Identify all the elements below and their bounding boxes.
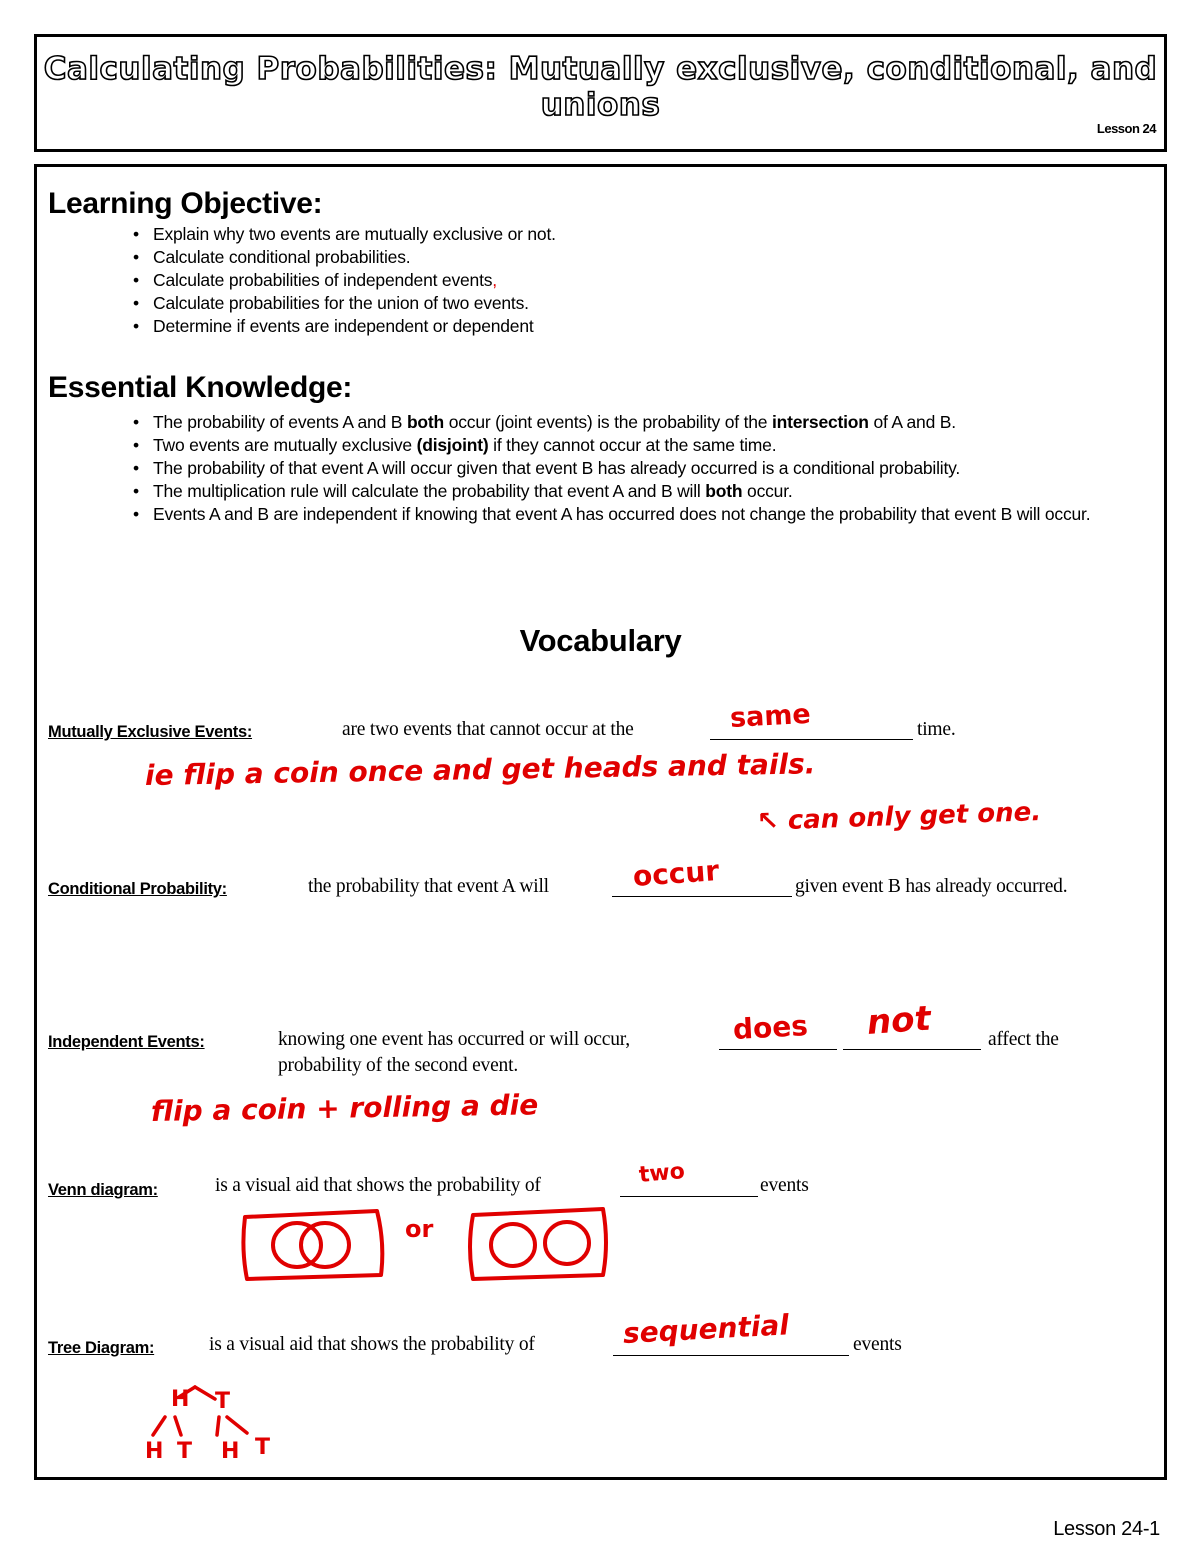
- tree-branch-t-t: [227, 1417, 247, 1433]
- answer-blank: [710, 739, 913, 740]
- venn-circle-left: [273, 1223, 321, 1267]
- handwritten-answer-two: two: [637, 1159, 686, 1188]
- lesson-tag: Lesson 24: [1096, 121, 1156, 136]
- def-independent-events-end: affect the: [988, 1029, 1059, 1050]
- title-box: [34, 34, 1167, 152]
- list-item: • The multiplication rule will calculate the probability that event A and B will both occur.: [153, 480, 1156, 503]
- answer-blank: [612, 896, 792, 897]
- handwritten-or: or: [405, 1215, 434, 1243]
- tree-leaf-h2: H: [221, 1439, 240, 1464]
- page-number: Lesson 24-1: [1053, 1518, 1160, 1540]
- learning-objective-list: [130, 223, 1156, 338]
- answer-blank: [719, 1049, 837, 1050]
- list-item: • Two events are mutually exclusive (disjoint) if they cannot occur at the same time.: [153, 434, 1156, 457]
- answer-blank: [620, 1196, 758, 1197]
- handwritten-answer-sequential: sequential: [622, 1308, 790, 1350]
- list-item: • Calculate probabilities of independent events,: [153, 269, 1156, 292]
- def-independent-events: knowing one event has occurred or will occur,: [278, 1029, 630, 1050]
- tree-branch-root-t: [195, 1387, 215, 1399]
- list-item: • Calculate conditional probabilities.: [153, 246, 1156, 269]
- vocabulary-heading: Vocabulary: [519, 623, 682, 658]
- tree-leaf-h1: H: [145, 1439, 164, 1464]
- page-title: Calculating Probabilities: Mutually exclusive, conditional, and unions: [43, 51, 1158, 123]
- list-item: • Events A and B are independent if knowing that event A has occurred does not change the probability that event B will occur.: [153, 503, 1156, 526]
- learning-objective-heading: Learning Objective:: [48, 187, 323, 220]
- red-comma-mark: ,: [492, 270, 497, 290]
- list-item: • Explain why two events are mutually exclusive or not.: [153, 223, 1156, 246]
- handwritten-note-coin-die: flip a coin + rolling a die: [150, 1088, 539, 1128]
- handwritten-answer-not: not: [865, 998, 933, 1043]
- def-venn-diagram-end: events: [760, 1175, 809, 1196]
- handwritten-answer-occur: occur: [631, 854, 721, 893]
- handwritten-note-example: ie flip a coin once and get heads and tails.: [144, 747, 816, 792]
- venn-overlap-frame: [243, 1211, 382, 1279]
- tree-branch-h-t: [175, 1417, 181, 1435]
- term-independent-events: Independent Events:: [48, 1033, 205, 1051]
- list-item: • Calculate probabilities for the union of two events.: [153, 292, 1156, 315]
- essential-knowledge-heading: Essential Knowledge:: [48, 371, 353, 404]
- term-tree-diagram: Tree Diagram:: [48, 1339, 155, 1357]
- def-venn-diagram: is a visual aid that shows the probability of: [215, 1175, 541, 1196]
- def-mutually-exclusive-end: time.: [917, 719, 956, 740]
- term-venn-diagram: Venn diagram:: [48, 1181, 158, 1199]
- list-item: • Determine if events are independent or dependent: [153, 315, 1156, 338]
- def-mutually-exclusive: are two events that cannot occur at the: [342, 719, 634, 740]
- main-content-box: [34, 164, 1167, 1480]
- tree-leaf-t2: T: [255, 1435, 271, 1460]
- list-item: • The probability of events A and B both occur (joint events) is the probability of the intersection of A and B.: [153, 411, 1156, 434]
- term-conditional-probability: Conditional Probability:: [48, 880, 227, 898]
- venn-circle-right: [301, 1223, 349, 1267]
- tree-leaf-t1: T: [177, 1439, 193, 1464]
- tree-branch-h-h: [153, 1417, 165, 1435]
- handwritten-answer-does: does: [732, 1009, 809, 1046]
- answer-blank: [843, 1049, 981, 1050]
- def-tree-diagram-end: events: [853, 1334, 902, 1355]
- term-mutually-exclusive: Mutually Exclusive Events:: [48, 723, 253, 741]
- def-tree-diagram: is a visual aid that shows the probability of: [209, 1334, 535, 1355]
- venn-circle-separate-right: [545, 1222, 589, 1264]
- tree-node-t: T: [215, 1389, 231, 1414]
- def-conditional-probability: the probability that event A will: [308, 876, 549, 897]
- list-item: • The probability of that event A will occur given that event B has already occurred is a conditional probability.: [153, 457, 1156, 480]
- handwritten-answer-same: same: [729, 698, 812, 734]
- def-conditional-probability-end: given event B has already occurred.: [795, 876, 1068, 897]
- venn-circle-separate-left: [491, 1224, 535, 1266]
- def-independent-events-line2: probability of the second event.: [278, 1055, 518, 1076]
- answer-blank: [613, 1355, 849, 1356]
- tree-branch-t-h: [217, 1417, 219, 1435]
- essential-knowledge-list: [130, 411, 1156, 526]
- tree-node-h: H: [171, 1387, 190, 1412]
- handwritten-note-only-one: ↖ can only get one.: [756, 797, 1042, 837]
